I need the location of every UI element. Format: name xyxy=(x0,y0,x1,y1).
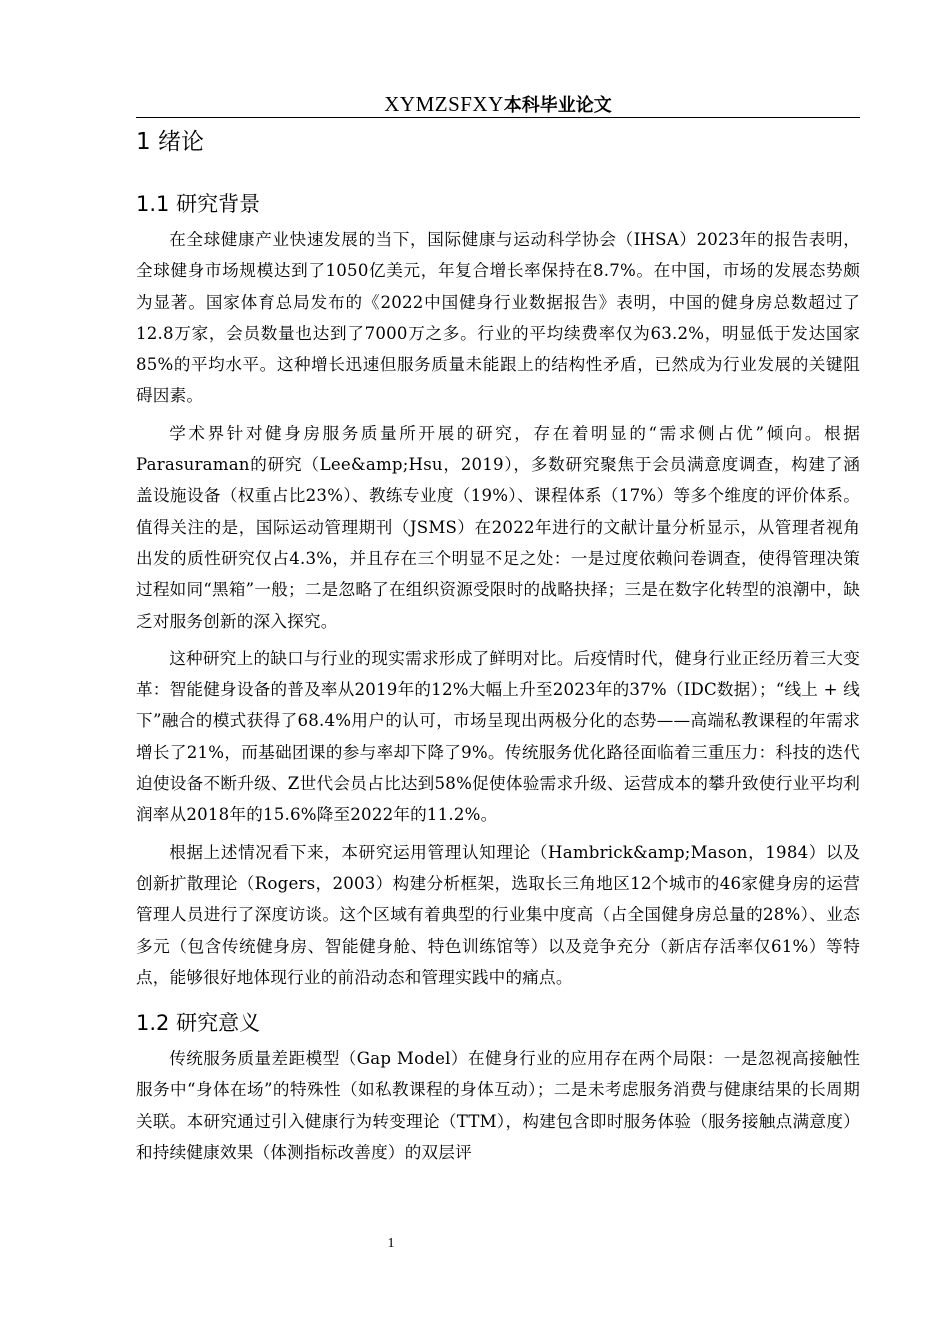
paragraph-significance-1: 传统服务质量差距模型（Gap Model）在健身行业的应用存在两个局限：一是忽视高接触性服务中“身体在场”的特殊性（如私教课程的身体互动）；二是未考虑服务消费与健康结果的长周期关联。本研究通过引入健康行为转变理论（TTM），构建包含即时服务体验（服务接触点满意度）和持续健康效果（体测指标改善度）的双层评 xyxy=(136,1049,860,1163)
header-code: XYMZSFXY xyxy=(384,92,504,116)
paragraph-background-2: 学术界针对健身房服务质量所开展的研究，存在着明显的“需求侧占优”倾向。根据Parasuraman的研究（Lee&amp;Hsu，2019），多数研究聚焦于会员满意度调查，构建了涵盖设施设备（权重占比23%）、教练专业度（19%）、课程体系（17%）等多个维度的评价体系。值得关注的是，国际运动管理期刊（JSMS）在2022年进行的文献计量分析显示，从管理者视角出发的质性研究仅占4.3%，并且存在三个明显不足之处：一是过度依赖问卷调查，使得管理决策过程如同“黑箱”一般；二是忽略了在组织资源受限时的战略抉择；三是在数字化转型的浪潮中，缺乏对服务创新的深入探究。 xyxy=(136,423,860,631)
running-header xyxy=(136,92,860,118)
section-title-background: 1.1 研究背景 xyxy=(136,192,261,216)
paragraph-background-3: 这种研究上的缺口与行业的现实需求形成了鲜明对比。后疫情时代，健身行业正经历着三大变革：智能健身设备的普及率从2019年的12%大幅上升至2023年的37%（IDC数据）；“线上 + 线下”融合的模式获得了68.4%用户的认可，市场呈现出两极分化的态势——高端私教课程的年需求增长了21%，而基础团课的参与率却下降了9%。传统服务优化路径面临着三重压力：科技的迭代迫使设备不断升级、Z世代会员占比达到58%促使体验需求升级、运营成本的攀升致使行业平均利润率从2018年的15.6%降至2022年的11.2%。 xyxy=(136,648,860,825)
page-body xyxy=(136,118,860,1174)
paragraph-background-1: 在全球健康产业快速发展的当下，国际健康与运动科学协会（IHSA）2023年的报告表明，全球健身市场规模达到了1050亿美元，年复合增长率保持在8.7%。在中国，市场的发展态势颇为显著。国家体育总局发布的《2022中国健身行业数据报告》表明，中国的健身房总数超过了12.8万家，会员数量也达到了7000万之多。行业的平均续费率仅为63.2%，明显低于发达国家85%的平均水平。这种增长迅速但服务质量未能跟上的结构性矛盾，已然成为行业发展的关键阻碍因素。 xyxy=(136,230,860,406)
header-title: 本科毕业论文 xyxy=(503,95,612,116)
page-number: 1 xyxy=(387,1236,395,1251)
chapter-title: 1 绪论 xyxy=(136,129,204,155)
section-title-significance: 1.2 研究意义 xyxy=(136,1011,261,1036)
paragraph-background-4: 根据上述情况看下来，本研究运用管理认知理论（Hambrick&amp;Mason，1984）以及创新扩散理论（Rogers，2003）构建分析框架，选取长三角地区12个城市的46家健身房的运营管理人员进行了深度访谈。这个区域有着典型的行业集中度高（占全国健身房总量的28%）、业态多元（包含传统健身房、智能健身舱、特色训练馆等）以及竞争充分（新店存活率仅61%）等特点，能够很好地体现行业的前沿动态和管理实践中的痛点。 xyxy=(136,842,860,987)
